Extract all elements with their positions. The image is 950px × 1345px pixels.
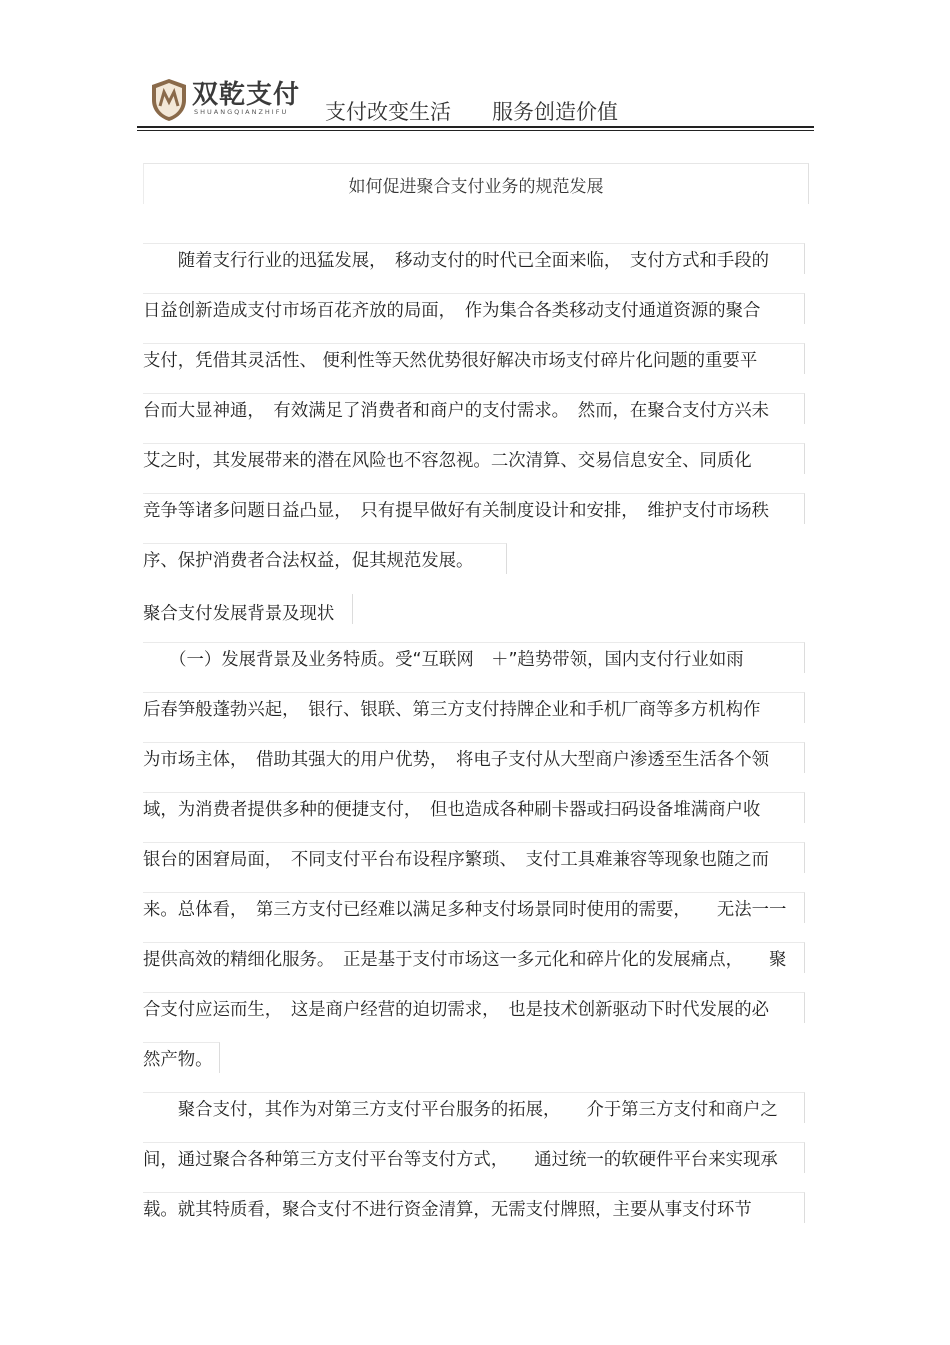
paragraph-line: 聚合支付，其作为对第三方支付平台服务的拓展， 介于第三方支付和商户之 xyxy=(143,1092,805,1123)
paragraph-line: 域，为消费者提供多种的便捷支付， 但也造成各种刷卡器或扫码设备堆满商户收 xyxy=(143,792,805,823)
slogan-life: 支付改变生活 xyxy=(325,100,451,124)
paragraph-line: 支付，凭借其灵活性、 便利性等天然优势很好解决市场支付碎片化问题的重要平 xyxy=(143,343,805,374)
paragraph-line: 竞争等诸多问题日益凸显， 只有提早做好有关制度设计和安排， 维护支付市场秩 xyxy=(143,493,805,524)
paragraph-line: 提供高效的精细化服务。 正是基于支付市场这一多元化和碎片化的发展痛点， 聚 xyxy=(143,942,805,973)
document-title: 如何促进聚合支付业务的规范发展 xyxy=(348,177,604,197)
paragraph-line: 艾之时，其发展带来的潜在风险也不容忽视。二次清算、交易信息安全、同质化 xyxy=(143,443,805,474)
paragraph-line: 来。总体看， 第三方支付已经难以满足多种支付场景同时使用的需要， 无法一一 xyxy=(143,892,805,923)
paragraph-line: 台而大显神通， 有效满足了消费者和商户的支付需求。 然而，在聚合支付方兴未 xyxy=(143,393,805,424)
section-heading: 聚合支付发展背景及现状 xyxy=(143,604,335,624)
logo-text: 双乾支付 xyxy=(192,80,301,110)
logo-subtext: SHUANGQIANZHIFU xyxy=(194,108,289,116)
paragraph-line: 随着支行行业的迅猛发展， 移动支付的时代已全面来临， 支付方式和手段的 xyxy=(143,243,805,274)
paragraph-line: 为市场主体， 借助其强大的用户优势， 将电子支付从大型商户渗透至生活各个领 xyxy=(143,742,805,773)
page-header xyxy=(0,0,950,140)
title-frame xyxy=(143,163,809,204)
paragraph-line: 日益创新造成支付市场百花齐放的局面， 作为集合各类移动支付通道资源的聚合 xyxy=(143,293,805,324)
paragraph-line: 载。就其特质看，聚合支付不进行资金清算，无需支付牌照，主要从事支付环节 xyxy=(143,1192,805,1223)
paragraph-line: 间，通过聚合各种第三方支付平台等支付方式， 通过统一的软硬件平台来实现承 xyxy=(143,1142,805,1173)
company-logo xyxy=(150,78,301,122)
header-rule-thin xyxy=(137,130,814,131)
slogan-value: 服务创造价值 xyxy=(492,100,618,124)
paragraph-line: 后春笋般蓬勃兴起， 银行、银联、第三方支付持牌企业和手机厂商等多方机构作 xyxy=(143,692,805,723)
paragraph-line: 银台的困窘局面， 不同支付平台布设程序繁琐、 支付工具难兼容等现象也随之而 xyxy=(143,842,805,873)
paragraph-line: （一）发展背景及业务特质。受“互联网 ＋”趋势带领，国内支付行业如雨 xyxy=(143,642,805,673)
paragraph-line: 序、保护消费者合法权益，促其规范发展。 xyxy=(143,543,507,574)
header-rule xyxy=(137,126,814,128)
paragraph-line: 然产物。 xyxy=(143,1042,220,1073)
shield-logo-icon xyxy=(150,78,188,122)
paragraph-line: 合支付应运而生， 这是商户经营的迫切需求， 也是技术创新驱动下时代发展的必 xyxy=(143,992,805,1023)
heading-divider xyxy=(352,594,353,624)
